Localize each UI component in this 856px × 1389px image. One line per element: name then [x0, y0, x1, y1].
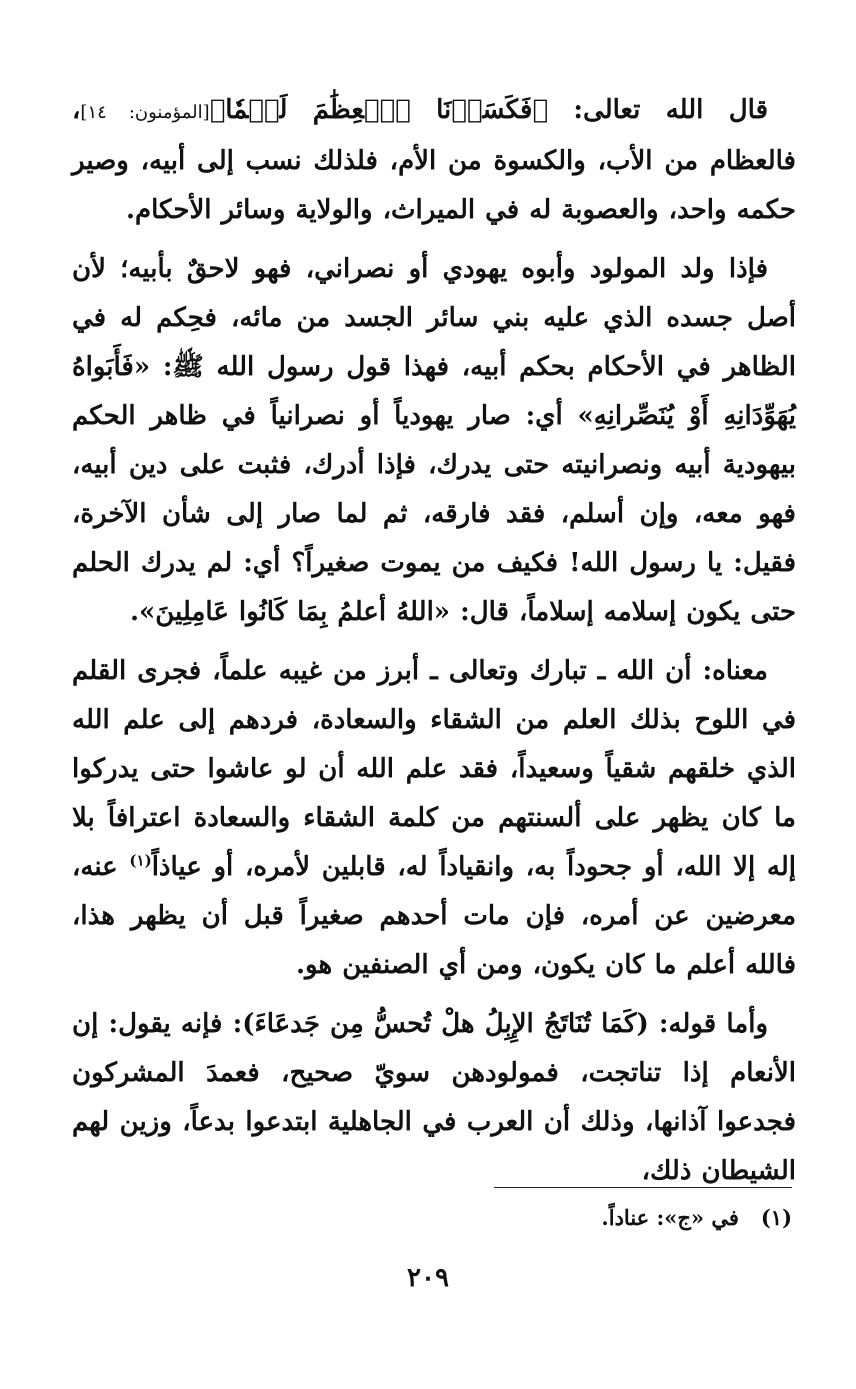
- footnote-separator: [494, 1187, 792, 1188]
- page-body: [72, 86, 796, 1196]
- footnote-text: في «ج»: عناداً.: [601, 1205, 739, 1230]
- page-number: ٢٠٩: [407, 1263, 449, 1293]
- paragraph-3-text-end: عنه، معرضين عن أمره، فإن مات أحدهم صغيراً قبل أن يظهر هذا، فالله أعلم ما كان يكون، ومن أي الصنفين هو.: [72, 852, 796, 980]
- quran-verse: ﴿فَكَسَوۡنَا ٱلۡعِظَٰمَ لَحۡمٗا﴾: [209, 95, 549, 125]
- paragraph-1: [72, 86, 796, 235]
- footnote: [72, 1203, 792, 1233]
- footnote-number: (١): [760, 1205, 792, 1230]
- paragraph-3-text-start: معناه: أن الله ـ تبارك وتعالى ـ أبرز من غيبه علماً، فجرى القلم في اللوح بذلك العلم من الشقاء والسعادة، فردهم إلى علم الله الذي خلقهم شقياً وسعيداً، فقد علم الله أن لو عاشوا حتى يدركوا ما كان يظهر على ألسنتهم من كلمة الشقاء والسعادة اعترافاً بلا إله إلا الله، أو جحوداً به، وانقياداً له، قابلين لأمره، أو عياذاً: [72, 656, 796, 882]
- footnote-marker: (١): [129, 851, 152, 870]
- verse-reference: [المؤمنون: ١٤]: [80, 102, 210, 123]
- paragraph-2: فإذا ولد المولود وأبوه يهودي أو نصراني، فهو لاحقٌ بأبيه؛ لأن أصل جسده الذي عليه بني سائر الجسد من مائه، فحِكم له في الظاهر في الأحكام بحكم أبيه، فهذا قول رسول الله ﷺ: «فَأَبَواهُ يُهَوِّدَانِهِ أَوْ يُنَصِّرانِهِ» أي: صار يهودياً أو نصرانياً في ظاهر الحكم بيهودية أبيه ونصرانيته حتى يدرك، فإذا أدرك، فثبت على دين أبيه، فهو معه، وإن أسلم، فقد فارقه، ثم لما صار إلى شأن الآخرة، فقيل: يا رسول الله! فكيف من يموت صغيراً؟ أي: لم يدرك الحلم حتى يكون إسلامه إسلاماً، قال: «اللهُ أعلمُ بِمَا كَانُوا عَامِلِينَ».: [72, 254, 796, 627]
- paragraph-1-intro: قال الله تعالى:: [548, 95, 769, 125]
- paragraph-3: [72, 647, 796, 990]
- paragraph-1-text: ، فالعظام من الأب، والكسوة من الأم، فلذلك نسب إلى أبيه، وصير حكمه واحد، والعصوبة له في الميراث، والولاية وسائر الأحكام.: [72, 95, 796, 225]
- paragraph-4: وأما قوله: (كَمَا تُنَاتَجُ الإِبِلُ هلْ تُحسُّ مِن جَدعَاءَ): فإنه يقول: إن الأنعام إذا تناتجت، فمولودهن سويّ صحيح، فعمدَ المشركون فجدعوا آذانها، وذلك أن العرب في الجاهلية ابتدعوا بدعاً، وزين لهم الشيطان ذلك،: [72, 1009, 796, 1186]
